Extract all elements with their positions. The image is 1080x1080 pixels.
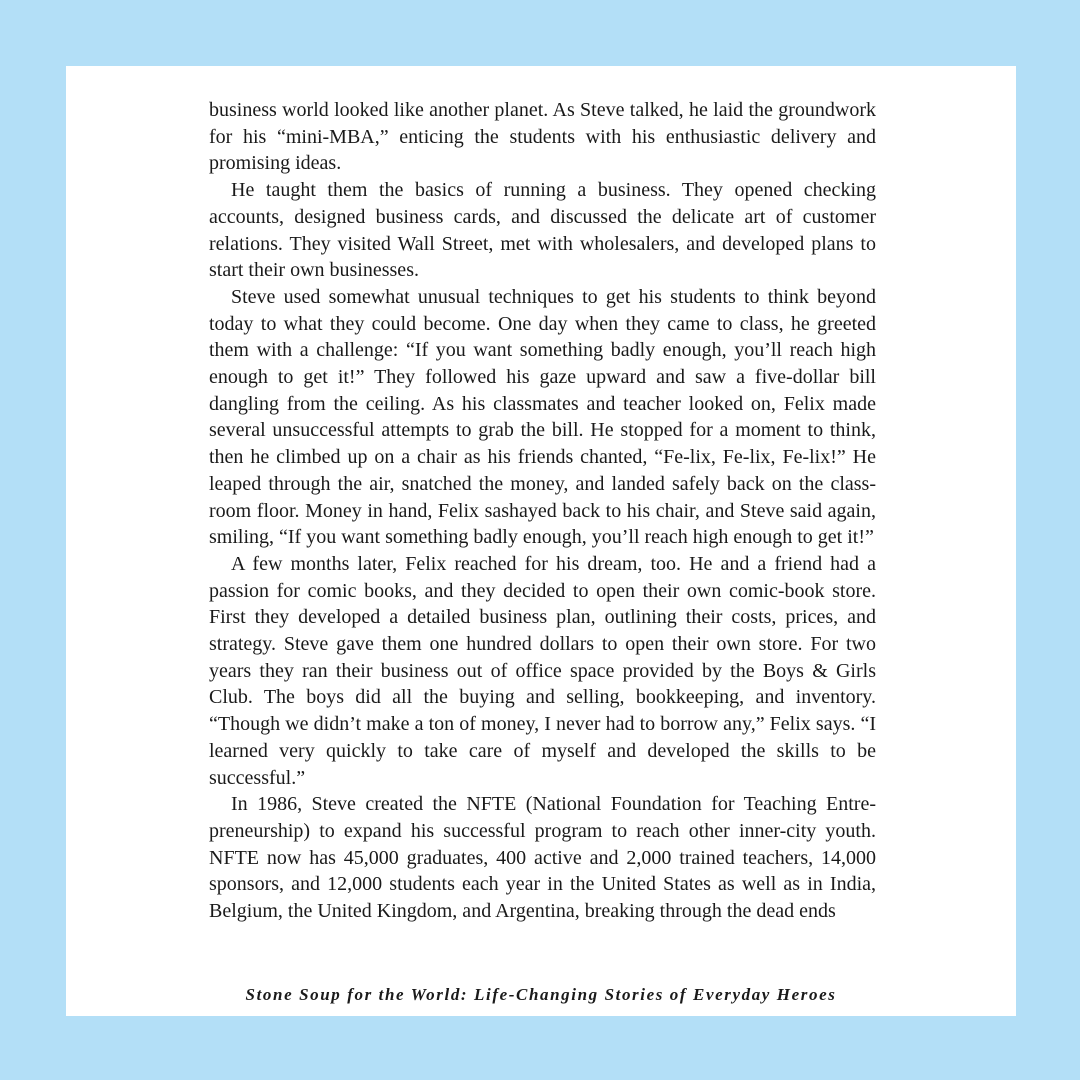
body-text bbox=[209, 97, 876, 925]
book-page bbox=[66, 66, 1016, 1016]
paragraph-1: business world looked like another planet. As Steve talked, he laid the groundwork for his “mini-MBA,” enticing the students with his enthusiastic delivery and promising ideas. bbox=[209, 99, 876, 175]
book-title-footer: Stone Soup for the World: Life-Changing Stories of Everyday Heroes bbox=[245, 985, 837, 1004]
paragraph-3: Steve used somewhat unusual techniques to get his students to think beyond today to what they could become. One day when they came to class, he greeted them with a challenge: “If you want something badly enough, you’ll reach high enough to get it!” They followed his gaze upward and saw a five-dollar bill dangling from the ceiling. As his classmates and teacher looked on, Felix made several unsuccessful attempts to grab the bill. He stopped for a moment to think, then he climbed up on a chair as his friends chanted, “Fe-lix, Fe-lix, Fe-lix!” He leaped through the air, snatched the money, and landed safely back on the classroom floor. Money in hand, Felix sashayed back to his chair, and Steve said again, smiling, “If you want something badly enough, you’ll reach high enough to get it!” bbox=[209, 285, 876, 549]
paragraph-5: In 1986, Steve created the NFTE (National Foundation for Teaching Entrepreneurship) to expand his successful program to reach other inner-city youth. NFTE now has 45,000 graduates, 400 active and 2,000 trained teachers, 14,000 sponsors, and 12,000 students each year in the United States as well as in India, Belgium, the United Kingdom, and Argentina, breaking through the dead ends bbox=[209, 793, 876, 923]
paragraph-2: He taught them the basics of running a business. They opened checking accounts, designed business cards, and discussed the delicate art of customer relations. They visited Wall Street, met with wholesalers, and developed plans to start their own businesses. bbox=[209, 179, 876, 282]
paragraph-4: A few months later, Felix reached for his dream, too. He and a friend had a passion for comic books, and they decided to open their own comic-book store. First they developed a detailed business plan, outlining their costs, prices, and strategy. Steve gave them one hundred dollars to open their own store. For two years they ran their business out of office space provided by the Boys & Girls Club. The boys did all the buying and selling, bookkeeping, and inventory. “Though we didn’t make a ton of money, I never had to borrow any,” Felix says. “I learned very quickly to take care of myself and developed the skills to be successful.” bbox=[209, 552, 876, 789]
